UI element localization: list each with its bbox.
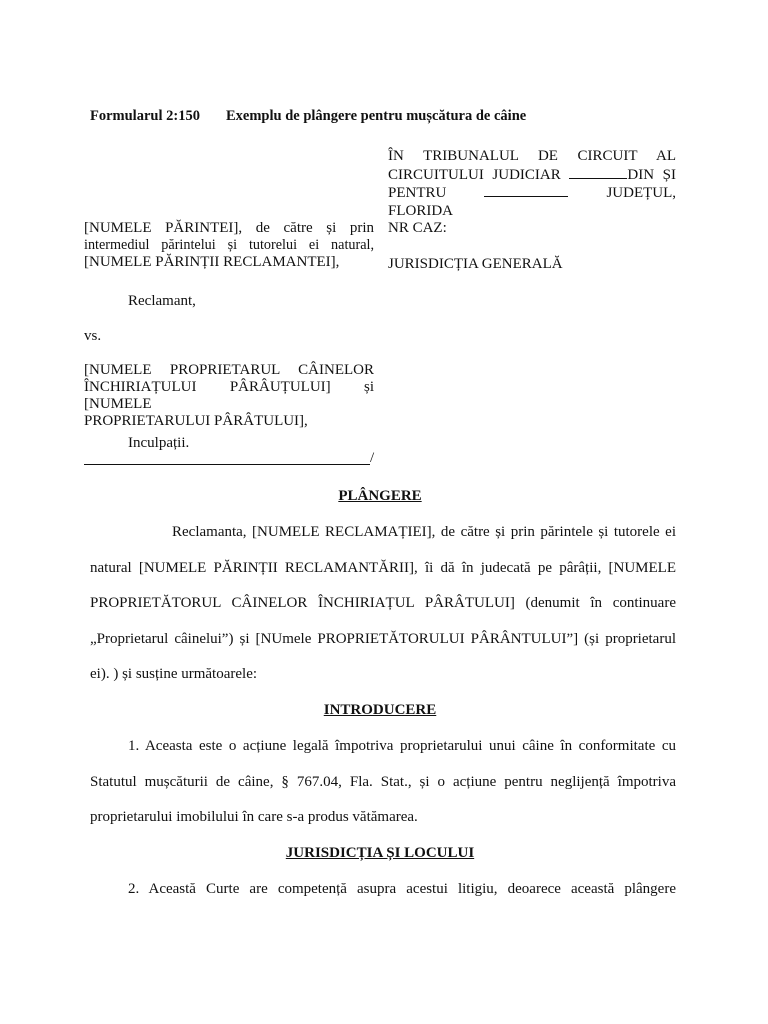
- court-line-2-end: DIN ȘI: [627, 166, 676, 183]
- jurisdiction-heading: JURISDICȚIA ȘI LOCULUI: [285, 845, 475, 861]
- form-number: Formularul 2:150: [90, 108, 200, 124]
- plaintiff-line-3: [NUMELE PĂRINȚII RECLAMANTEI],: [84, 254, 340, 270]
- case-number-label: NR CAZ:: [388, 220, 447, 236]
- jurisdiction-paragraph: [90, 872, 676, 908]
- defendants-role: Inculpații.: [128, 435, 190, 451]
- defendants-line-3: PROPRIETARULUI PÂRÂTULUI],: [84, 413, 308, 429]
- complaint-line: Reclamanta, [NUMELE RECLAMAȚIEI], de către și prin părintele și tutorele ei: [172, 524, 676, 540]
- plaintiff-block: [84, 220, 374, 271]
- defendants-line-2: ÎNCHIRIAȚULUI PÂRÂUȚULUI] și [NUMELE: [84, 379, 374, 412]
- plaintiff-line-2: intermediul părintelui și tutorelui ei natural,: [84, 237, 374, 253]
- plaintiff-line-1: [NUMELE PĂRINTEI], de către și prin: [84, 220, 374, 236]
- versus-label: vs.: [84, 328, 102, 344]
- introduction-line: proprietarului imobilului în care s-a produs vătămarea.: [90, 809, 418, 825]
- complaint-heading: PLÂNGERE: [338, 488, 422, 504]
- complaint-paragraph: [90, 515, 676, 693]
- introduction-paragraph: [90, 729, 676, 836]
- court-line-2-start: CIRCUITULUI JUDICIAR: [388, 166, 561, 183]
- blank-circuit: [569, 166, 627, 179]
- introduction-heading: INTRODUCERE: [323, 702, 437, 718]
- complaint-line: ei). ) și susține următoarele:: [90, 666, 258, 682]
- court-line-3-start: PENTRU: [388, 185, 447, 201]
- jurisdiction-label: JURISDICȚIA GENERALĂ: [388, 256, 563, 272]
- court-line-2: [388, 166, 676, 185]
- defendants-line-1: [NUMELE PROPRIETARUL CÂINELOR: [84, 362, 374, 378]
- complaint-line: „Proprietarul câinelui”) și [NUmele PROPRIETĂTORULUI PÂRÂNTULUI”] (și proprietarul: [90, 630, 676, 647]
- court-line-3: [388, 184, 676, 220]
- complaint-line: PROPRIETĂTORUL CÂINELOR ÎNCHIRIAȚUL PÂRÂTULUI] (denumit în continuare: [90, 595, 676, 611]
- blank-county: [484, 184, 568, 197]
- introduction-line: Statutul mușcăturii de câine, § 767.04, Fla. Stat., și o acțiune pentru neglijență împotriva: [90, 773, 676, 790]
- caption-separator-slash: /: [370, 450, 375, 466]
- plaintiff-role: Reclamant,: [128, 293, 196, 309]
- complaint-line: natural [NUMELE PĂRINȚII RECLAMANTĂRII], îi dă în judecată pe pârâții, [NUMELE: [90, 559, 676, 576]
- court-line-3-end: JUDEȚUL, FLORIDA: [388, 185, 677, 219]
- defendants-block: [84, 362, 374, 430]
- form-title: Exemplu de plângere pentru mușcătura de câine: [226, 108, 527, 124]
- court-caption: [388, 148, 676, 220]
- caption-separator: [84, 452, 370, 465]
- form-header: [90, 108, 526, 125]
- jurisdiction-line: 2. Această Curte are competență asupra acestui litigiu, deoarece această plângere: [128, 881, 676, 897]
- introduction-line: 1. Aceasta este o acțiune legală împotriva proprietarului unui câine în conformitate cu: [128, 738, 676, 754]
- court-line-1: ÎN TRIBUNALUL DE CIRCUIT AL: [388, 148, 676, 164]
